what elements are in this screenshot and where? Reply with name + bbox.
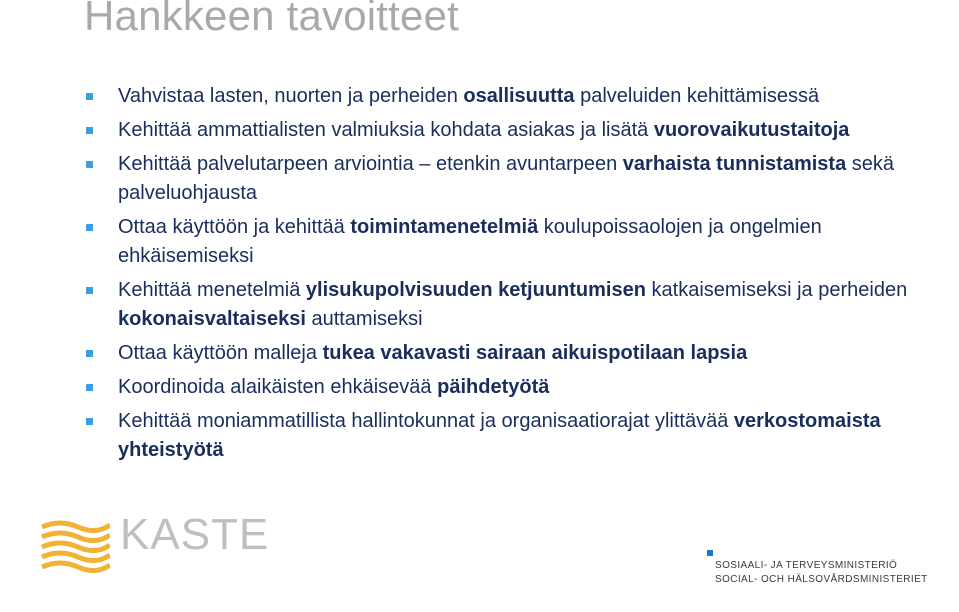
kaste-logo [40, 510, 270, 583]
bullet-list [86, 82, 946, 470]
bullet-item [86, 213, 946, 271]
bullet-text: Kehittää ammattialisten valmiuksia kohdata asiakas ja lisätä [118, 119, 654, 141]
bullet-text: koulupoissaolojen ja ongelmien ehkäisemiseksi [118, 216, 822, 267]
bullet-item [86, 373, 946, 402]
bullet-text: Kehittää palvelutarpeen arviointia – etenkin avuntarpeen [118, 153, 623, 175]
ministry-name-fi: SOSIAALI- JA TERVEYSMINISTERIÖ [715, 560, 898, 571]
ministry-dot-icon [707, 550, 713, 556]
bullet-emphasis: verkostomaista yhteistyötä [118, 410, 881, 461]
bullet-square-icon [86, 418, 93, 425]
bullet-square-icon [86, 93, 93, 100]
bullet-emphasis: osallisuutta [463, 85, 575, 107]
bullet-text: Vahvistaa lasten, nuorten ja perheiden [118, 85, 464, 107]
bullet-text: palveluiden kehittämisessä [574, 85, 820, 107]
bullet-square-icon [86, 350, 93, 357]
slide-title: Hankkeen tavoitteet [84, 0, 460, 39]
bullet-item [86, 116, 946, 145]
bullet-square-icon [86, 384, 93, 391]
bullet-square-icon [86, 224, 93, 231]
kaste-logo-text: KASTE [120, 510, 270, 559]
bullet-text: auttamiseksi [305, 308, 423, 330]
bullet-item [86, 276, 946, 334]
bullet-emphasis: päihdetyötä [437, 376, 550, 398]
bullet-item [86, 82, 946, 111]
bullet-emphasis: varhaista tunnistamista [622, 153, 847, 175]
bullet-emphasis: ylisukupolvisuuden ketjuuntumisen [305, 279, 646, 301]
bullet-emphasis: toimintamenetelmiä [350, 216, 539, 238]
ministry-name-sv: SOCIAL- OCH HÄLSOVÅRDSMINISTERIET [715, 574, 928, 585]
bullet-text: Ottaa käyttöön ja kehittää [118, 216, 351, 238]
bullet-emphasis: tukea vakavasti sairaan aikuispotilaan lapsia [322, 342, 748, 364]
bullet-emphasis: kokonaisvaltaiseksi [118, 308, 306, 330]
bullet-item [86, 150, 946, 208]
bullet-text: Ottaa käyttöön malleja [118, 342, 323, 364]
bullet-item [86, 339, 946, 368]
bullet-text: Kehittää menetelmiä [118, 279, 306, 301]
bullet-text: sekä palveluohjausta [118, 153, 895, 204]
bullet-item [86, 407, 946, 465]
bullet-square-icon [86, 161, 93, 168]
kaste-wave-icon [40, 517, 110, 577]
bullet-text: Kehittää moniammatillista hallintokunnat ja organisaatiorajat ylittävää [118, 410, 734, 432]
bullet-square-icon [86, 287, 93, 294]
bullet-text: Koordinoida alaikäisten ehkäisevää [118, 376, 438, 398]
bullet-square-icon [86, 127, 93, 134]
bullet-emphasis: vuorovaikutustaitoja [653, 119, 850, 141]
bullet-text: katkaisemiseksi ja perheiden [645, 279, 908, 301]
